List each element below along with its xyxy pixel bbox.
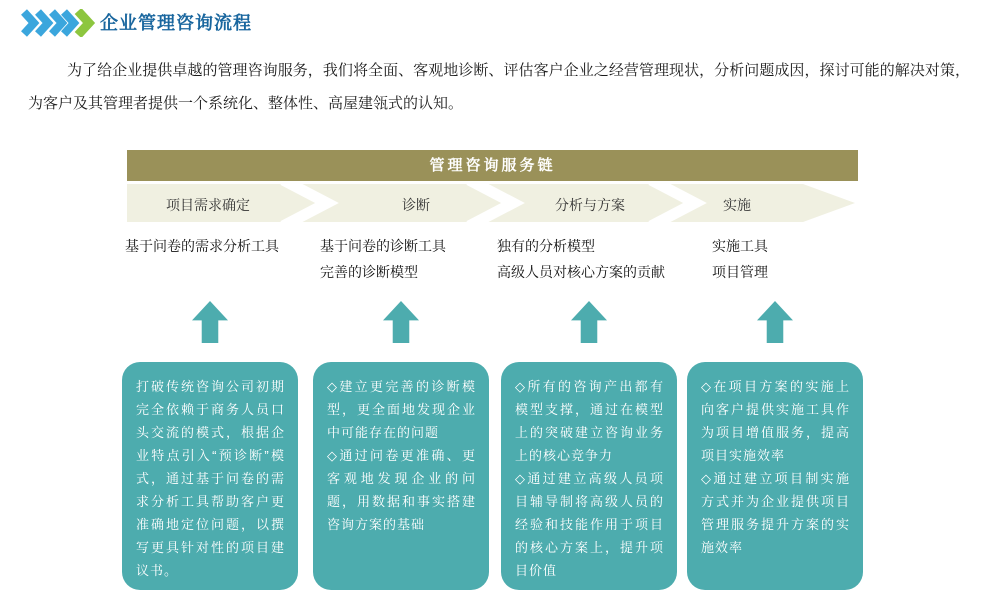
box-paragraph: ◇建立更完善的诊断模型，更全面地发现企业中可能存在的问题 (327, 379, 476, 440)
header-chevrons-icon (21, 9, 99, 37)
box-paragraph: ◇在项目方案的实施上向客户提供实施工具作为项目增值服务，提高项目实施效率 (701, 379, 850, 463)
stage-label-diagnosis: 诊断 (402, 197, 430, 213)
content-box-requirements (122, 362, 298, 590)
box-paragraph: ◇所有的咨询产出都有模型支撑，通过在模型上的突破建立咨询业务上的核心竞争力 (515, 379, 664, 463)
box-paragraph: ◇通过问卷更准确、更客观地发现企业的问题，用数据和事实搭建咨询方案的基础 (327, 448, 476, 532)
detail-line: 项目管理 (712, 264, 768, 280)
up-arrow-icon (383, 301, 419, 343)
intro-paragraph: 为了给企业提供卓越的管理咨询服务，我们将全面、客观地诊断、评估客户企业之经营管理现状，分析问题成因，探讨可能的解决对策，为客户及其管理者提供一个系统化、整体性、高屋建瓴式的认知。 (28, 62, 970, 112)
service-chain-banner: 管理咨询服务链 (127, 150, 858, 181)
up-arrow-icon (192, 301, 228, 343)
up-arrow-icon (757, 301, 793, 343)
detail-line: 实施工具 (712, 238, 768, 254)
content-box-diagnosis (313, 362, 489, 590)
stage-label-analysis: 分析与方案 (555, 197, 625, 213)
box-paragraph: ◇通过建立项目制实施方式并为企业提供项目管理服务提升方案的实施效率 (701, 471, 850, 555)
detail-line: 完善的诊断模型 (320, 264, 418, 280)
box-paragraph: ◇通过建立高级人员项目辅导制将高级人员的经验和技能作用于项目的核心方案上，提升项目价值 (515, 471, 664, 578)
stage-details-implementation (712, 233, 768, 285)
box-paragraph: 打破传统咨询公司初期完全依赖于商务人员口头交流的模式，根据企业特点引入“预诊断”模式，通过基于问卷的需求分析工具帮助客户更准确地定位问题，以撰写更具针对性的项目建议书。 (136, 379, 285, 578)
stage-label-requirements: 项目需求确定 (166, 197, 250, 213)
stage-details-analysis (497, 233, 665, 285)
content-box-implementation (687, 362, 863, 590)
detail-line: 基于问卷的需求分析工具 (125, 238, 279, 254)
content-box-analysis (501, 362, 677, 590)
stage-details-diagnosis (320, 233, 446, 285)
detail-line: 高级人员对核心方案的贡献 (497, 264, 665, 280)
detail-line: 独有的分析模型 (497, 238, 595, 254)
stage-label-implementation: 实施 (723, 197, 751, 213)
page-title: 企业管理咨询流程 (100, 13, 252, 33)
detail-line: 基于问卷的诊断工具 (320, 238, 446, 254)
stage-details-requirements (125, 233, 279, 259)
up-arrow-icon (571, 301, 607, 343)
